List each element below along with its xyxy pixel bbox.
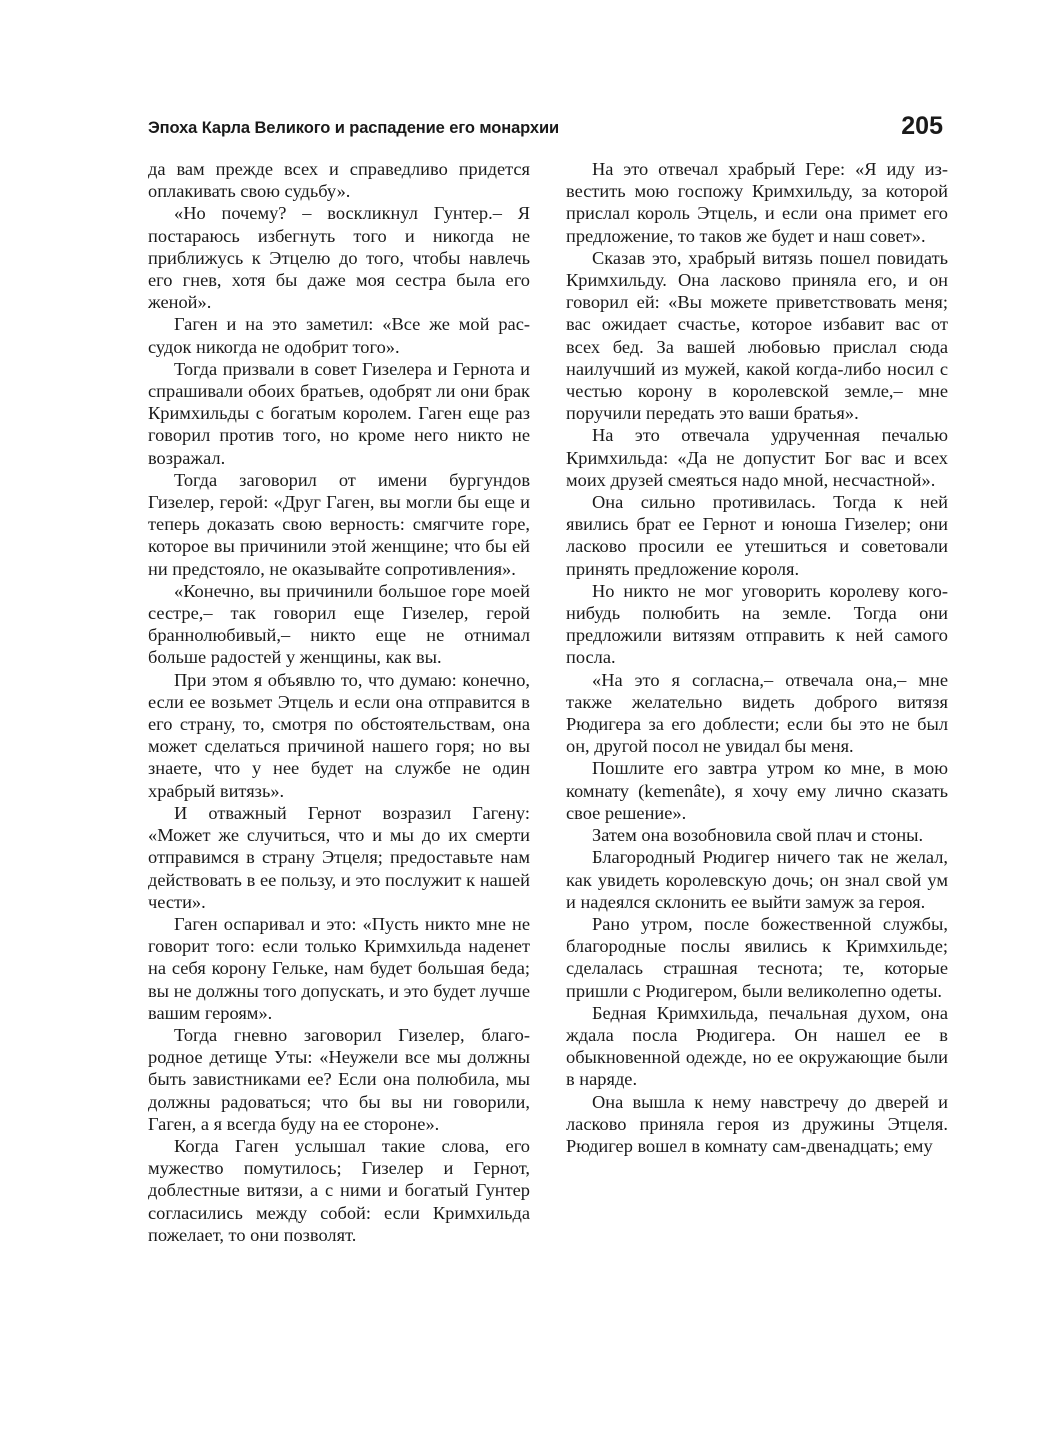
paragraph: Сказав это, храбрый витязь пошел повидать Кримхильду. Она ласково приняла его, и он говорил ей: «Вы можете приветствовать меня; вас ожидает счастье, которое избавит вас от всех бед. За вашей любовью прислал сюда наилучший из мужей, какой когда-либо носил с честью корону в королевской земле,– мне поручили передать это ваши братья».	[566, 247, 948, 424]
paragraph: «На это я согласна,– отвечала она,– мне также желательно видеть доброго витязя Рюдигера за его доблести; если бы это не был он, другой посол не увидал бы меня.	[566, 669, 948, 757]
paragraph: На это отвечала удрученная печалью Кримхильда: «Да не допустит Бог вас и всех моих друзей смеяться надо мной, несчастной».	[566, 425, 948, 490]
paragraph: «Конечно, вы причинили большое горе моей сестре,– так говорил еще Гизелер, герой браннолюбивый,– никто еще не отнимал больше радостей у женщины, как вы.	[148, 580, 530, 668]
right-column	[566, 158, 948, 1157]
left-column	[148, 158, 530, 1246]
paragraph: Бедная Кримхильда, печальная духом, она ждала посла Рюдигера. Он нашел ее в обыкновенной одежде, но ее окружающие были в наряде.	[566, 1002, 948, 1090]
paragraph: Тогда гневно заговорил Гизелер, благородное детище Уты: «Неужели все мы должны быть завистниками ее? Если она полюбила, мы должны радоваться; что бы вы ни говорили, Гаген, а я всегда буду на ее стороне».	[148, 1024, 530, 1134]
paragraph: Тогда призвали в совет Гизелера и Гернота и спрашивали обоих братьев, одобрят ли они брак Кримхильды с богатым королем. Гаген еще раз говорил против того, но кроме него никто не возражал.	[148, 358, 530, 468]
running-title: Эпоха Карла Великого и распадение его монархии	[148, 119, 560, 137]
paragraph: Тогда заговорил от имени бургундов Гизелер, герой: «Друг Гаген, вы могли бы еще и теперь доказать свою верность: смягчите горе, которое вы причинили этой женщине; что бы ей ни предстояло, не оказывайте сопротивления».	[148, 469, 530, 579]
page-number: 205	[901, 112, 943, 140]
paragraph: Пошлите его завтра утром ко мне, в мою комнату (kemenâte), я хочу ему лично сказать свое решение».	[566, 758, 948, 823]
paragraph: При этом я объявлю то, что думаю: конечно, если ее возьмет Этцель и если она отправится в его страну, то, смотря по обстоятельствам, она может сделаться причиной нашего горя; но вы знаете, что у нее будет на службе не один храбрый витязь».	[148, 669, 530, 801]
paragraph: Но никто не мог уговорить королеву кого-нибудь полюбить на земле. Тогда они предложили витязям отправить к ней самого посла.	[566, 580, 948, 668]
paragraph: Она сильно противилась. Тогда к ней явились брат ее Гернот и юноша Гизелер; они ласково просили ее утешиться и советовали принять предложение короля.	[566, 492, 948, 579]
paragraph: Благородный Рюдигер ничего так не желал, как увидеть королевскую дочь; он знал свой ум и надеялся склонить ее выйти замуж за героя.	[566, 847, 948, 912]
paragraph: На это отвечал храбрый Гере: «Я иду известить мою госпожу Кримхильду, за которой прислал король Этцель, и если она примет его предложение, то таков же будет и наш совет».	[566, 159, 948, 246]
paragraph: Затем она возобновила свой плач и стоны.	[592, 825, 924, 846]
running-header	[148, 112, 946, 152]
paragraph: да вам прежде всех и справедливо придется оплакивать свою судьбу».	[148, 159, 530, 202]
paragraph: Гаген оспаривал и это: «Пусть никто мне не говорит того: если только Кримхильда наденет на себя корону Гельке, нам будет большая беда; вы не должны того допускать, и это будет лучше вашим героям».	[148, 913, 530, 1023]
paragraph: Гаген и на это заметил: «Все же мой рассудок никогда не одобрит того».	[148, 314, 530, 357]
paragraph: Когда Гаген услышал такие слова, его мужество помутилось; Гизелер и Гернот, доблестные витязи, а с ними и богатый Гунтер согласились между собой: если Кримхильда пожелает, то они позволят.	[148, 1135, 530, 1245]
paragraph: «Но почему? – воскликнул Гунтер.– Я постараюсь избегнуть того и никогда не приближусь к Этцелю до того, чтобы навлечь его гнев, хотя бы даже моя сестра была его женой».	[148, 203, 530, 313]
paragraph: Она вышла к нему навстречу до дверей и ласково приняла героя из дружины Этцеля. Рюдигер вошел в комнату сам-двенадцать; ему	[566, 1091, 948, 1156]
paragraph: Рано утром, после божественной службы, благородные послы явились к Кримхильде; сделалась страшная теснота; те, которые пришли с Рюдигером, были великолепно одеты.	[566, 913, 948, 1001]
paragraph: И отважный Гернот возразил Гагену: «Может же случиться, что и мы до их смерти отправимся в страну Этцеля; предоставьте нам действовать в ее пользу, и это послужит к нашей чести».	[148, 802, 530, 912]
